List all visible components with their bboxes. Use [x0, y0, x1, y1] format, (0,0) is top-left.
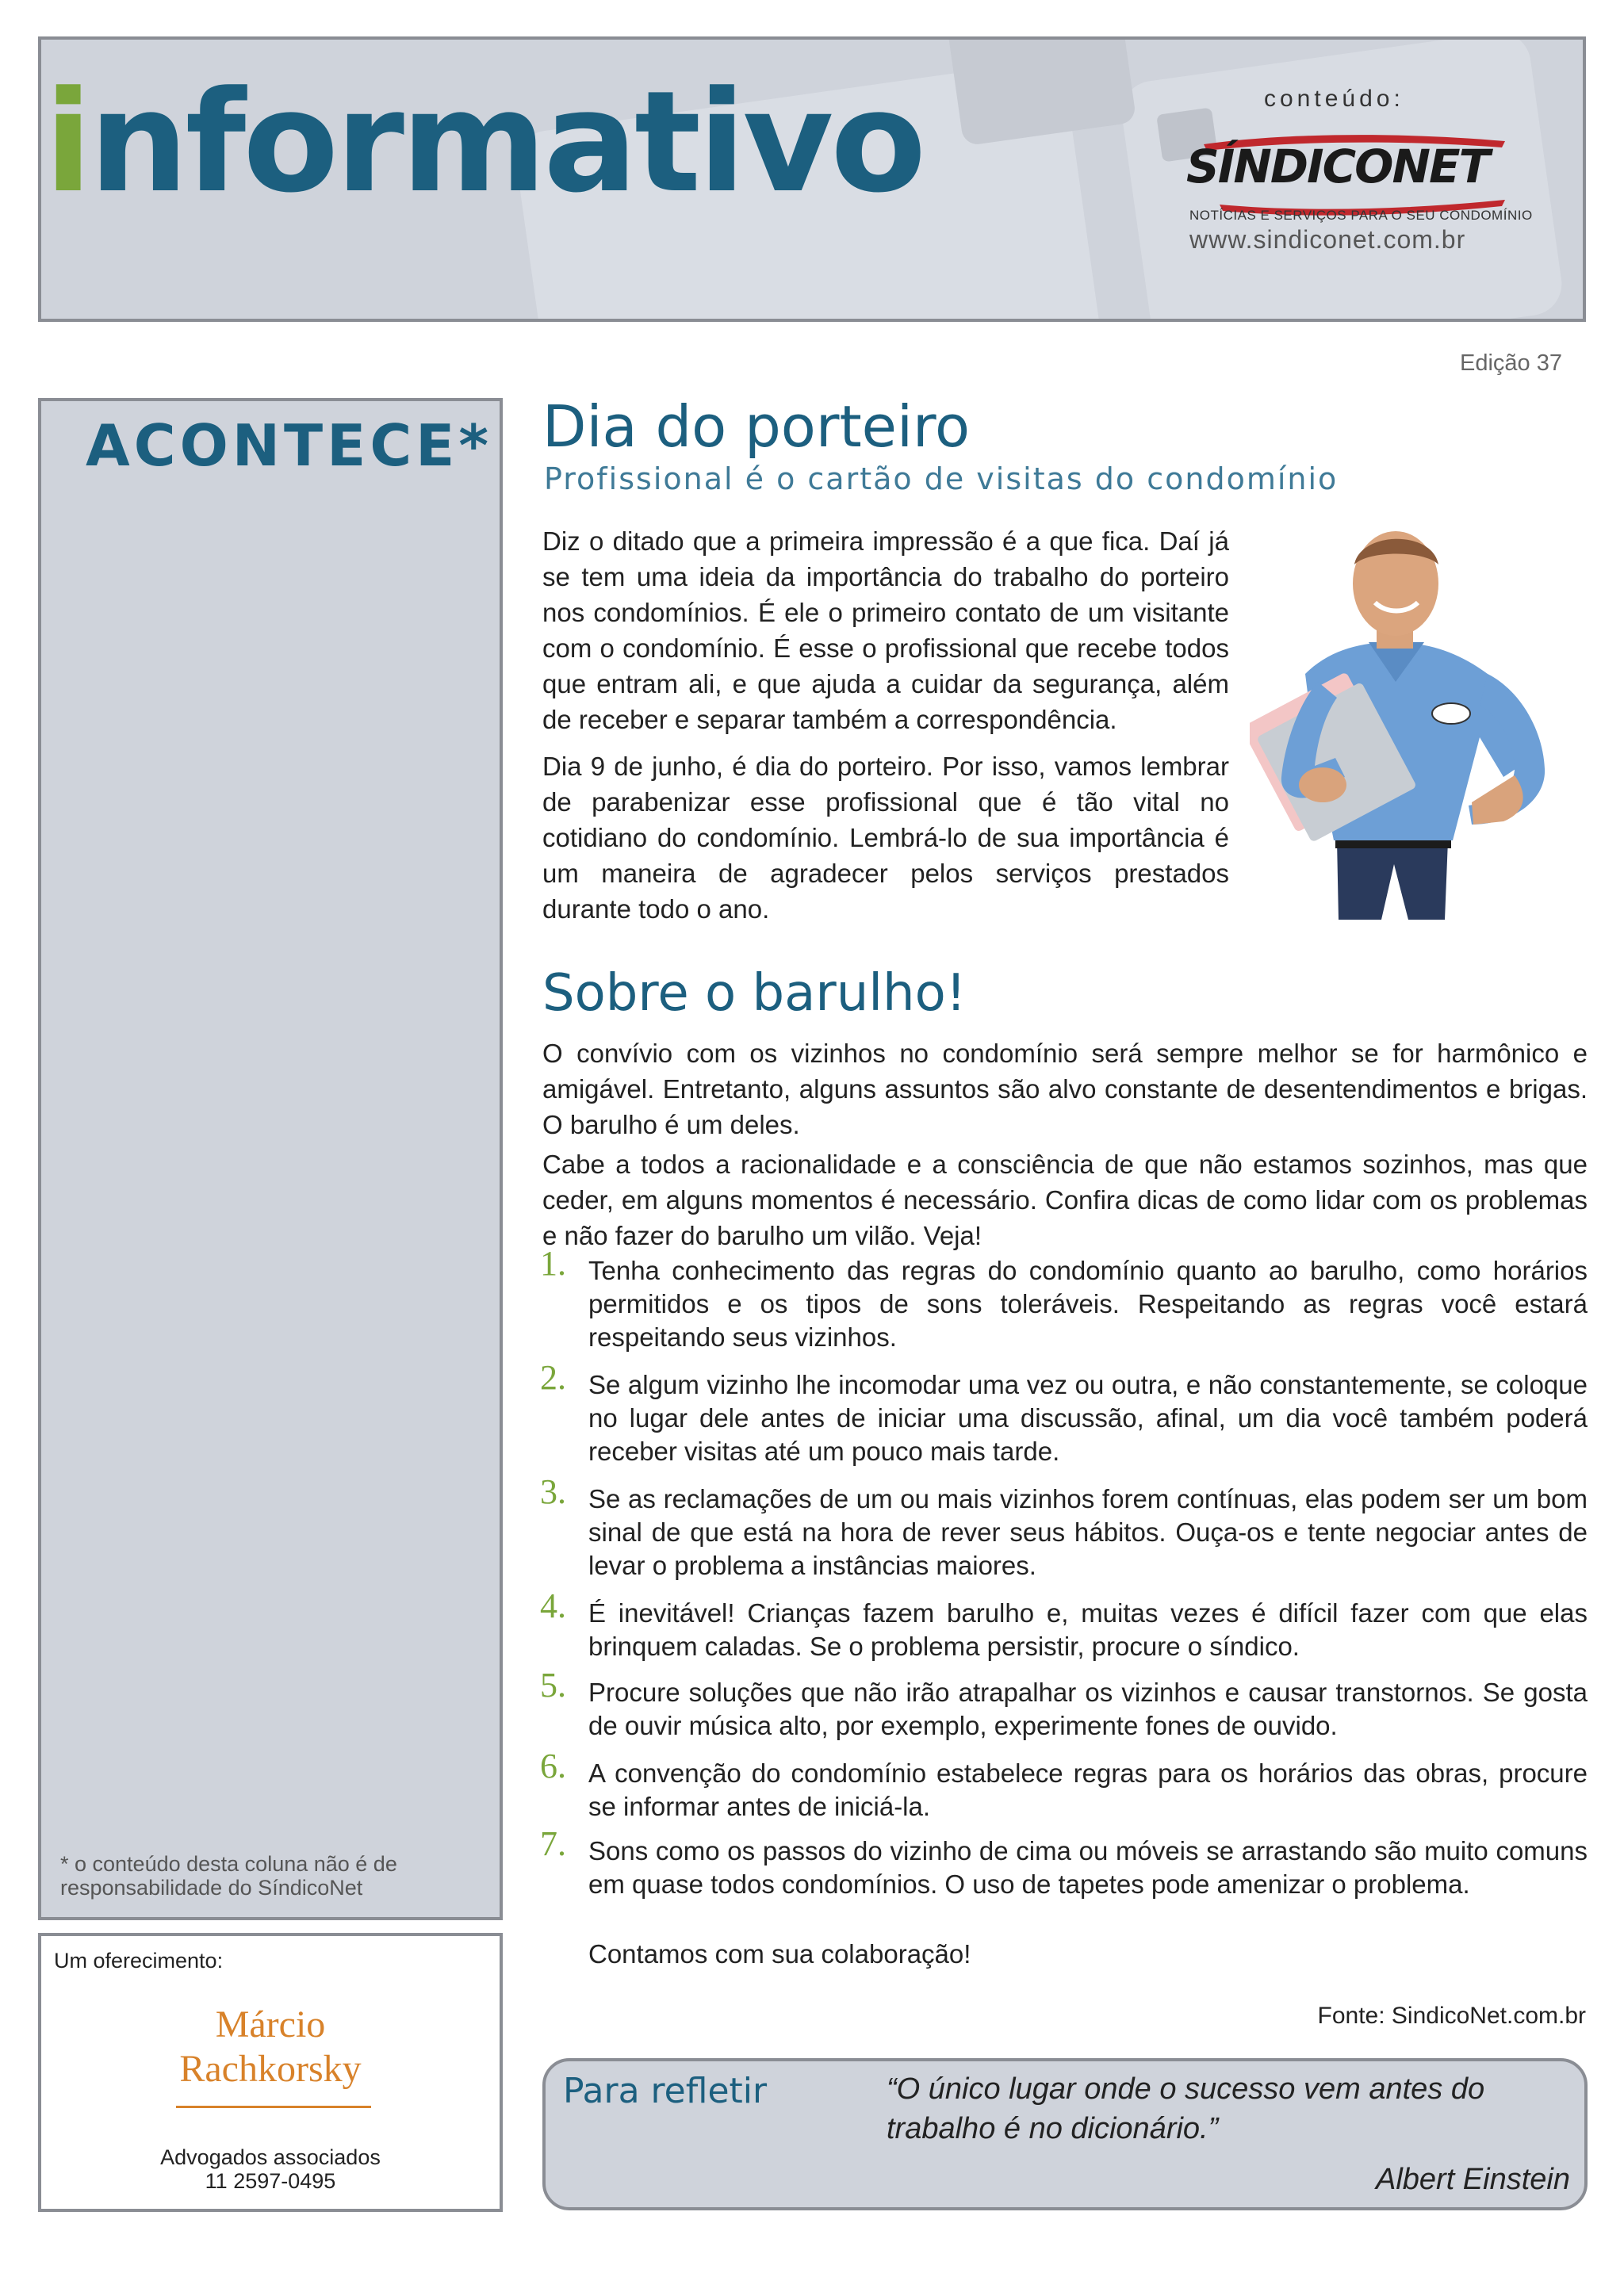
list-item: Tenha conhecimento das regras do condomínio quanto ao barulho, como horários permitidos e os tipos de sons toleráveis. Respeitando as regras você estará respeitando seus vizinhos.: [588, 1256, 1588, 1352]
newsletter-title: [44, 61, 924, 224]
acontece-title: ACONTECE*: [86, 412, 492, 479]
list-item-number: 4.: [540, 1586, 566, 1625]
sponsor-label: Um oferecimento:: [54, 1949, 224, 1973]
logo-tagline: NOTÍCIAS E SERVIÇOS PARA O SEU CONDOMÍNIO: [1189, 208, 1533, 223]
list-item: Sons como os passos do vizinho de cima ou móveis se arrastando são muito comuns em quase todos condomínios. O uso de tapetes pode amenizar o problema.: [588, 1836, 1588, 1899]
content-label: conteúdo:: [1264, 86, 1404, 112]
list-item: A convenção do condomínio estabelece regras para os horários das obras, procure se informar antes de iniciá-la.: [588, 1758, 1588, 1821]
edition-number: Edição 37: [1460, 350, 1562, 376]
column-disclaimer: * o conteúdo desta coluna não é de responsabilidade do SíndicoNet: [60, 1852, 397, 1900]
list-item-number: 1.: [540, 1244, 566, 1283]
article-title-barulho: Sobre o barulho!: [542, 964, 967, 1023]
list-item: Se as reclamações de um ou mais vizinhos forem contínuas, elas podem ser um bom sinal de que está na hora de rever seus hábitos. Ouça-os e tente negociar antes de levar o problema a instâncias maiores.: [588, 1484, 1588, 1580]
article-subtitle-porteiro: Profissional é o cartão de visitas do condomínio: [544, 461, 1339, 496]
sponsor-divider: [176, 2106, 371, 2108]
list-item-number: 3.: [540, 1472, 566, 1511]
list-item-number: 5.: [540, 1666, 566, 1705]
reflect-quote: [887, 2069, 1505, 2149]
title-first-letter: i: [44, 61, 90, 224]
reflect-label: Para refletir: [563, 2071, 768, 2111]
sponsor-contact: [38, 2145, 503, 2193]
list-item-number: 6.: [540, 1747, 566, 1785]
doorman-photo: [1250, 523, 1591, 920]
article-paragraph: Cabe a todos a racionalidade e a consciência de que não estamos sozinhos, mas que ceder, em alguns momentos é necessário. Confira dicas de como lidar com os problemas e não fazer do barulho um vilão. Veja!: [542, 1150, 1588, 1250]
closing-line: Contamos com sua colaboração!: [588, 1939, 971, 1969]
list-item: Se algum vizinho lhe incomodar uma vez ou outra, e não constantemente, se coloque no lugar dele antes de iniciar uma discussão, afinal, um dia você também poderá receber visitas até um pouco mais tarde.: [588, 1370, 1588, 1466]
acontece-column: [38, 398, 503, 1920]
article-title-porteiro: Dia do porteiro: [542, 393, 971, 460]
sponsor-name: [38, 2003, 503, 2091]
list-item: É inevitável! Crianças fazem barulho e, muitas vezes é difícil fazer com que elas brinquem caladas. Se o problema persistir, procure o síndico.: [588, 1598, 1588, 1661]
list-item-number: 2.: [540, 1358, 566, 1397]
article-paragraph: Diz o ditado que a primeira impressão é a que fica. Daí já se tem uma ideia da importância do trabalho do porteiro nos condomínios. É ele o primeiro contato de um visitante com o condomínio. É esse o profissional que recebe todos que entram ali, e que ajuda a cuidar da segurança, além de receber e separar também a correspondência.: [542, 526, 1229, 734]
quote-line: “O único lugar onde o sucesso vem antes do: [887, 2072, 1485, 2106]
logo-url[interactable]: www.sindiconet.com.br: [1189, 225, 1466, 254]
quote-author: Albert Einstein: [1375, 2163, 1570, 2196]
list-item: Procure soluções que não irão atrapalhar os vizinhos e causar transtornos. Se gosta de ouvir música alto, por exemplo, experimente fones de ouvido.: [588, 1678, 1588, 1740]
quote-line: trabalho é no dicionário.”: [887, 2112, 1219, 2145]
article-paragraph: Dia 9 de junho, é dia do porteiro. Por isso, vamos lembrar de parabenizar esse profissional que é tão vital no cotidiano do condomínio. Lembrá-lo de sua importância é um maneira de agradecer pelos serviços prestados durante todo o ano.: [542, 752, 1229, 924]
article-paragraph: O convívio com os vizinhos no condomínio será sempre melhor se for harmônico e amigável. Entretanto, alguns assuntos são alvo constante de desentendimentos e brigas. O barulho é um deles.: [542, 1039, 1588, 1139]
sindiconet-logo: SÍNDICONET: [1186, 140, 1489, 193]
list-item-number: 7.: [540, 1824, 566, 1863]
title-rest: nformativo: [89, 61, 924, 224]
source-credit: Fonte: SindicoNet.com.br: [1317, 2003, 1586, 2029]
sponsor-name-line1: Márcio: [215, 2003, 326, 2045]
sponsor-subtitle: Advogados associados: [160, 2145, 381, 2169]
sponsor-phone: 11 2597-0495: [205, 2169, 336, 2193]
sponsor-name-line2: Rachkorsky: [179, 2048, 362, 2090]
